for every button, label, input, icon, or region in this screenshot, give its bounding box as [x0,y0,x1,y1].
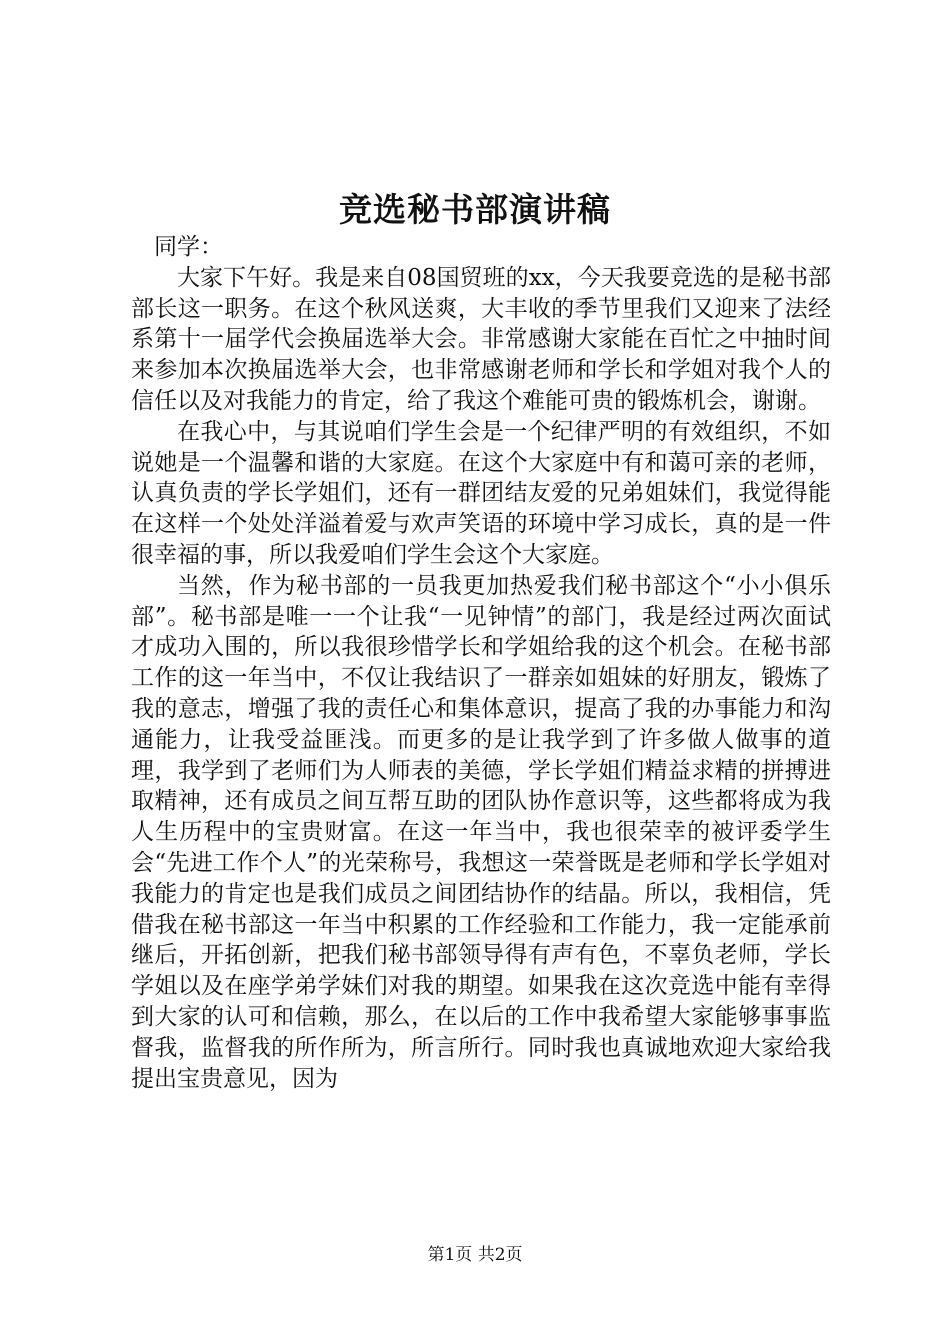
document-title: 竞选秘书部演讲稿 [339,190,611,229]
page-footer: 第1页 共2页 [427,1245,523,1265]
paragraph-2: 在我心中，与其说咱们学生会是一个纪律严明的有效组织，不如说她是一个温馨和谐的大家庭。在这个大家庭中有和蔼可亲的老师，认真负责的学长学姐们，还有一群团结友爱的兄弟姐妹们，我觉得能在这样一个处处洋溢着爱与欢声笑语的环境中学习成长，真的是一件很幸福的事，所以我爱咱们学生会这个大家庭。 [131,418,831,568]
paragraph-1: 大家下午好。我是来自08国贸班的xx，今天我要竞选的是秘书部部长这一职务。在这个秋风送爽，大丰收的季节里我们又迎来了法经系第十一届学代会换届选举大会。非常感谢大家能在百忙之中抽时间来参加本次换届选举大会，也非常感谢老师和学长和学姐对我个人的信任以及对我能力的肯定，给了我这个难能可贵的锻炼机会，谢谢。 [131,264,831,414]
document-body [131,232,831,1094]
greeting: 同学： [154,234,223,260]
paragraph-3: 当然，作为秘书部的一员我更加热爱我们秘书部这个“小小俱乐部”。秘书部是唯一一个让我“一见钟情”的部门，我是经过两次面试才成功入围的，所以我很珍惜学长和学姐给我的这个机会。在秘书部工作的这一年当中，不仅让我结识了一群亲如姐妹的好朋友，锻炼了我的意志，增强了我的责任心和集体意识，提高了我的办事能力和沟通能力，让我受益匪浅。而更多的是让我学到了许多做人做事的道理，我学到了老师们为人师表的美德，学长学姐们精益求精的拼搏进取精神，还有成员之间互帮互助的团队协作意识等，这些都将成为我人生历程中的宝贵财富。在这一年当中，我也很荣幸的被评委学生会“先进工作个人”的光荣称号，我想这一荣誉既是老师和学长学姐对我能力的肯定也是我们成员之间团结协作的结晶。所以，我相信，凭借我在秘书部这一年当中积累的工作经验和工作能力，我一定能承前继后，开拓创新，把我们秘书部领导得有声有色，不辜负老师，学长学姐以及在座学弟学妹们对我的期望。如果我在这次竞选中能有幸得到大家的认可和信赖，那么，在以后的工作中我希望大家能够事事监督我，监督我的所作所为，所言所行。同时我也真诚地欢迎大家给我提出宝贵意见，因为 [131,572,831,1092]
